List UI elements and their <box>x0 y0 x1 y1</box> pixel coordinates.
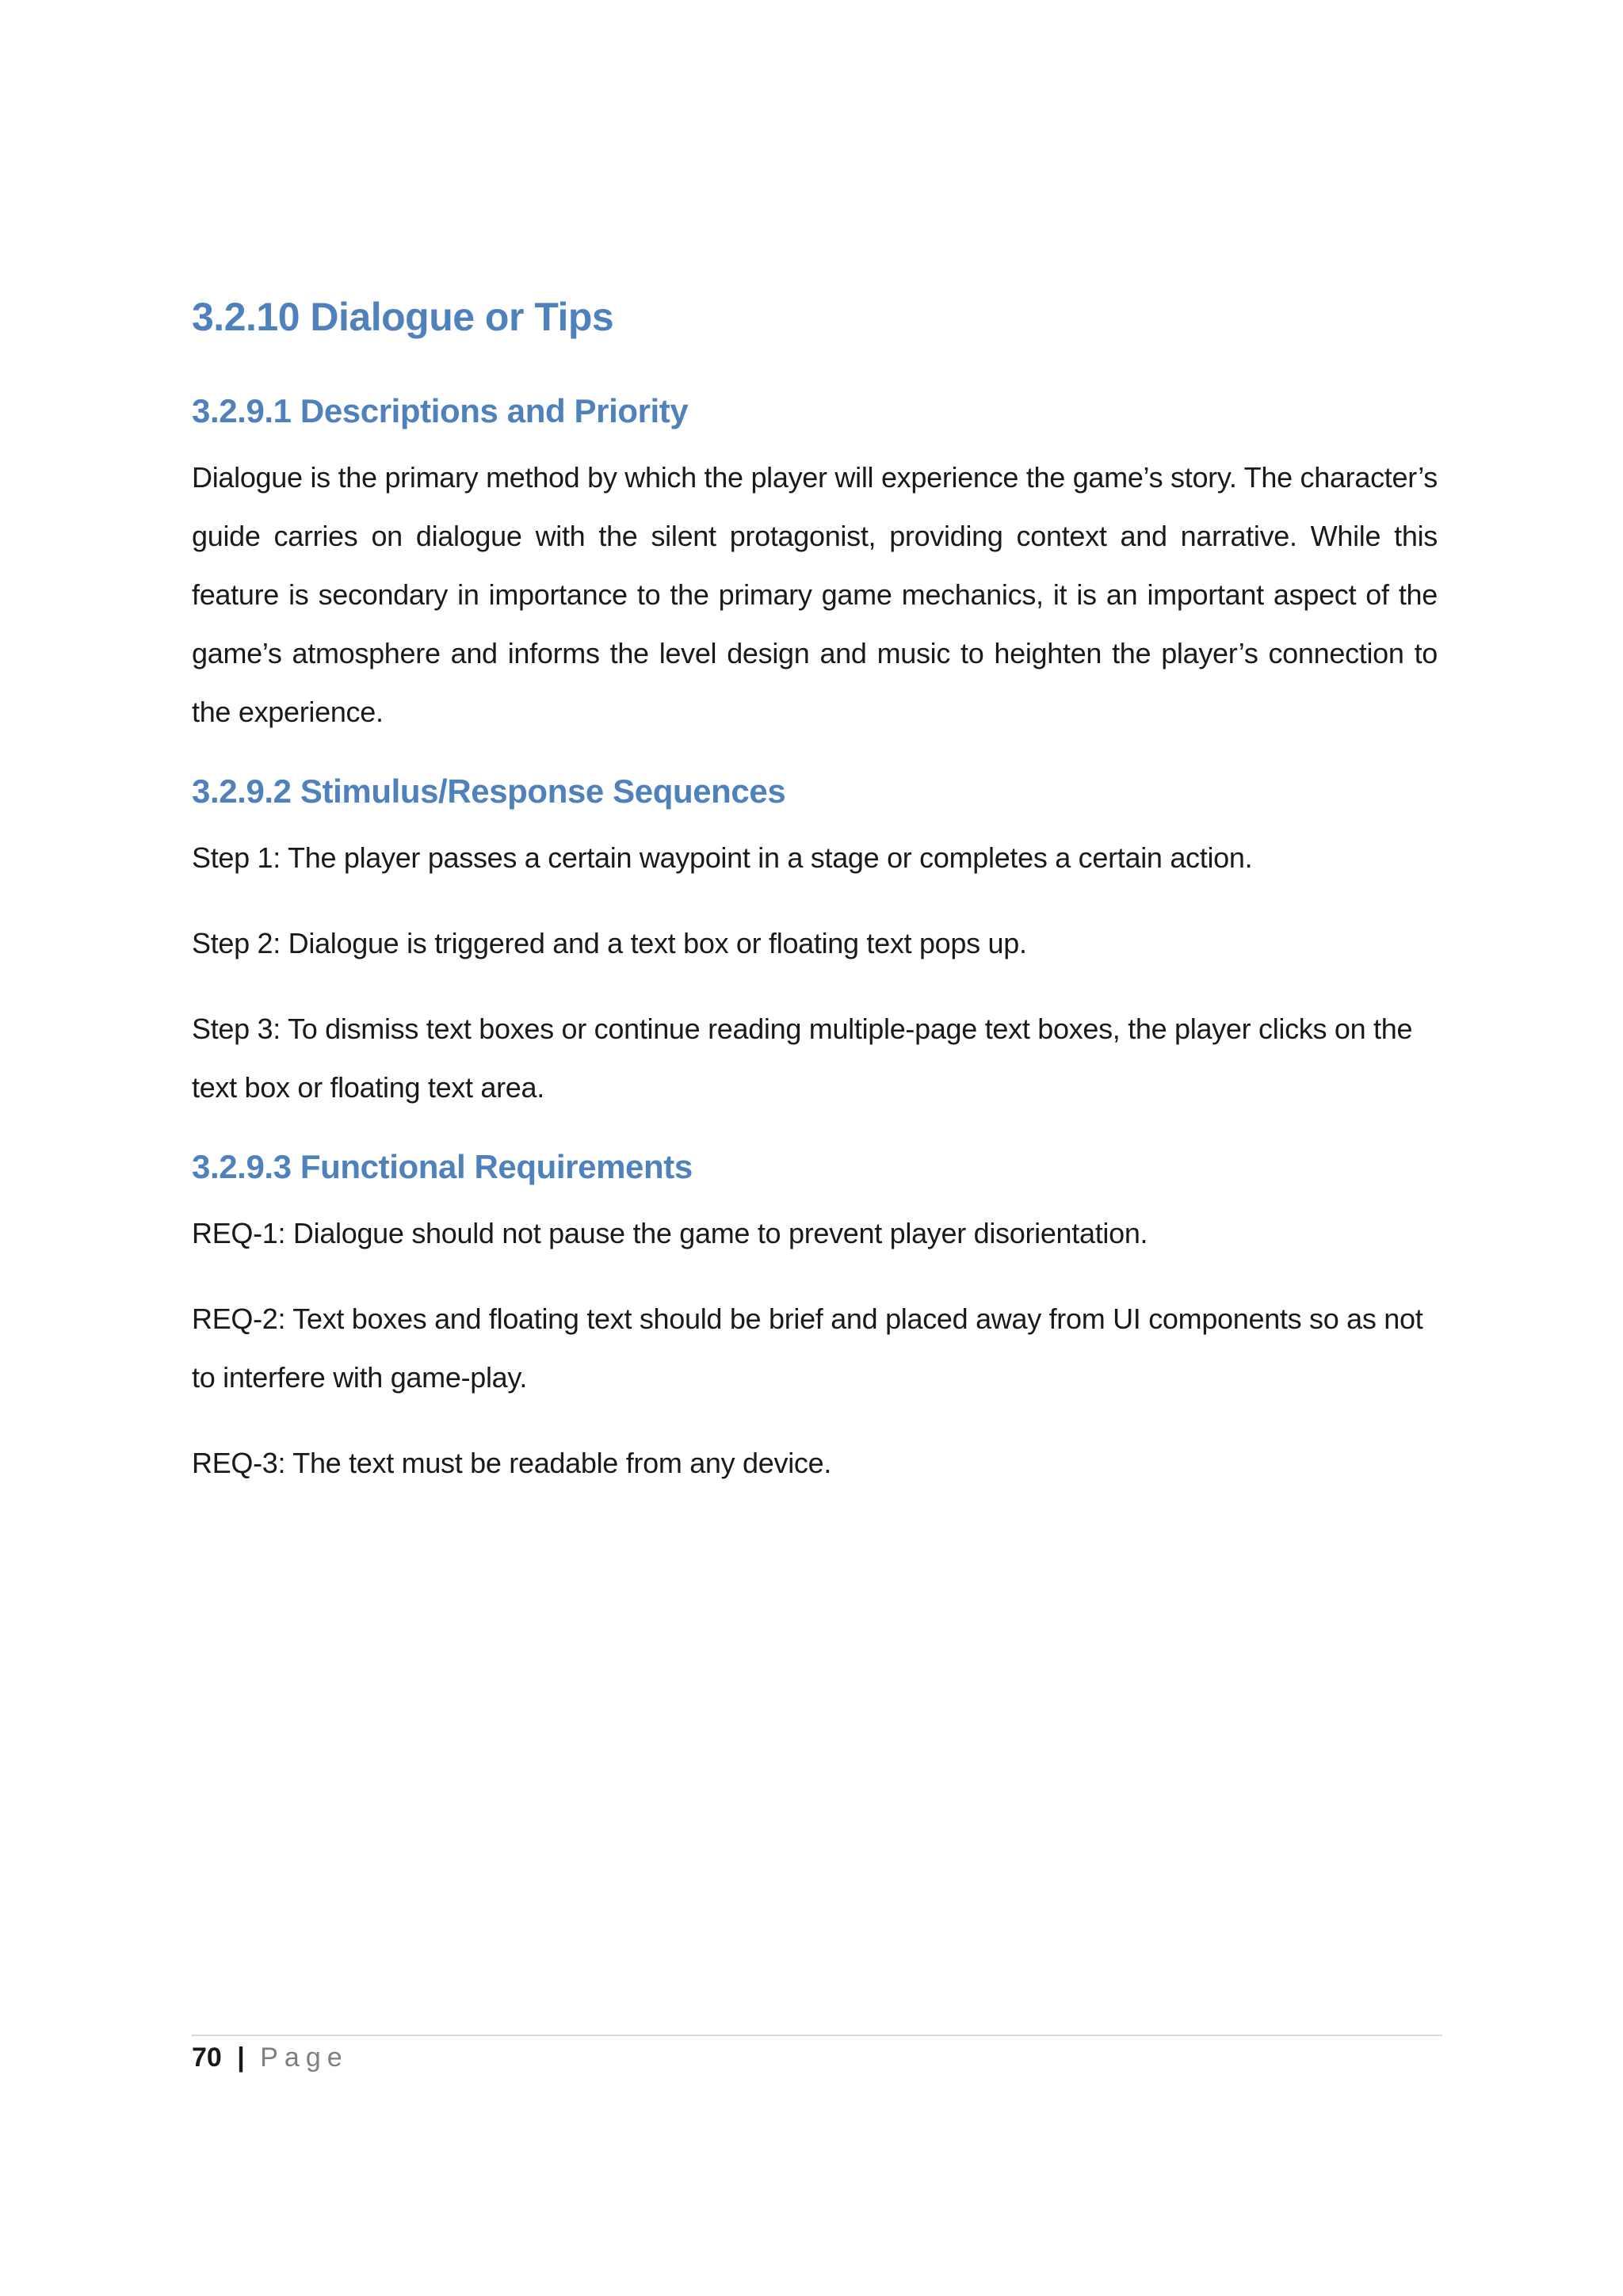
step-3: Step 3: To dismiss text boxes or continue reading multiple-page text boxes, the player clicks on the text box or floating text area. <box>192 1013 1413 1104</box>
subsection-title-stimulus-response: 3.2.9.2 Stimulus/Response Sequences <box>192 772 786 810</box>
req-3: REQ-3: The text must be readable from any device. <box>192 1447 832 1479</box>
req-2: REQ-2: Text boxes and floating text should be brief and placed away from UI components so as not to interfere with game-play. <box>192 1302 1423 1394</box>
page-footer <box>192 2038 349 2077</box>
page-number: 70 <box>192 2042 222 2073</box>
req-1: REQ-1: Dialogue should not pause the game to prevent player disorientation. <box>192 1217 1148 1249</box>
step-1: Step 1: The player passes a certain waypoint in a stage or completes a certain action. <box>192 841 1253 874</box>
page-content <box>192 285 1438 1493</box>
section-title: 3.2.10 Dialogue or Tips <box>192 295 614 339</box>
subsection-title-functional-requirements: 3.2.9.3 Functional Requirements <box>192 1148 693 1185</box>
subsection-title-descriptions: 3.2.9.1 Descriptions and Priority <box>192 392 689 429</box>
descriptions-paragraph: Dialogue is the primary method by which the player will experience the game’s story. The character’s guide carries on dialogue with the silent protagonist, providing context and narrative. While this feature is secondary in importance to the primary game mechanics, it is an important aspect of the game’s atmosphere and informs the level design and music to heighten the player’s connection to the experience. <box>192 461 1438 728</box>
step-2: Step 2: Dialogue is triggered and a text box or floating text pops up. <box>192 927 1027 959</box>
footer-divider <box>192 2035 1442 2036</box>
footer-separator: | <box>237 2042 245 2073</box>
page-label: Page <box>260 2042 349 2073</box>
